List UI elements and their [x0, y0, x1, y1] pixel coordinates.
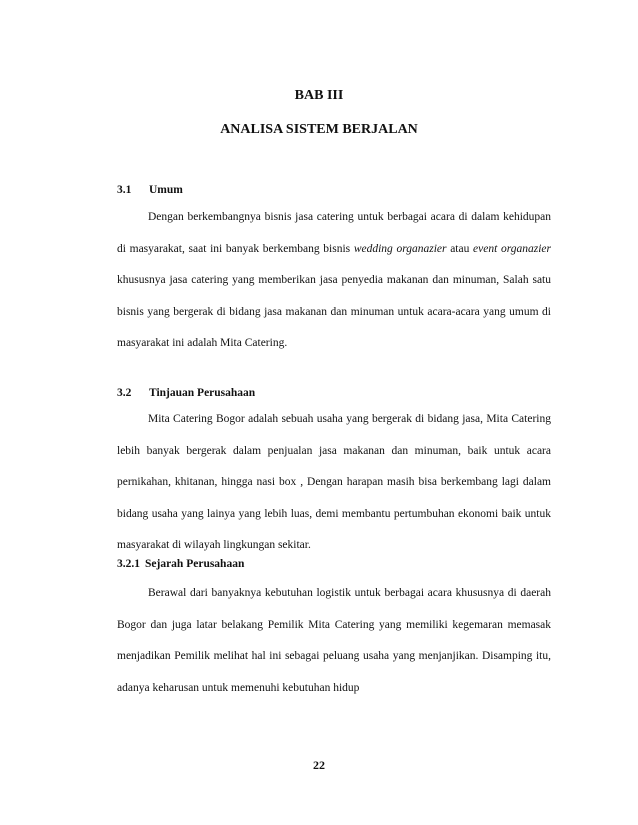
paragraph-sejarah: Berawal dari banyaknya kebutuhan logistik untuk berbagai acara khususnya di daerah Bogor dan juga latar belakang Pemilik Mita Catering yang memiliki kegemaran memasak menjadikan Pemilik melihat hal ini sebagai peluang usaha yang menjanjikan. Disamping itu, adanya keharusan untuk memenuhi kebutuhan hidup: [117, 587, 551, 694]
paragraph-tinjauan: Mita Catering Bogor adalah sebuah usaha yang bergerak di bidang jasa, Mita Catering lebih banyak bergerak dalam penjualan jasa makanan dan minuman, baik untuk acara pernikahan, khitanan, hingga nasi box , Dengan harapan masih bisa berkembang lagi dalam bidang usaha yang lainya yang lebih luas, demi membantu pertumbuhan ekonomi baik untuk masyarakat di wilayah lingkungan sekitar.: [117, 413, 551, 551]
chapter-number: BAB III: [294, 88, 344, 103]
paragraph-text: atau: [446, 242, 474, 255]
section-heading-3-1: [117, 184, 183, 196]
emphasis-text: wedding organazier: [353, 242, 447, 255]
section-title: Sejarah Perusahaan: [145, 558, 245, 570]
paragraph-text: khususnya jasa catering yang memberikan jasa penyedia makanan dan minuman, Salah satu bisnis yang bergerak di bidang jasa makanan dan minuman untuk acara-acara yang umum di masyarakat ini adalah Mita Catering.: [117, 274, 551, 349]
section-number: 3.2.1: [117, 558, 140, 570]
section-title: Tinjauan Perusahaan: [149, 387, 256, 399]
section-heading-3-2-1: [117, 558, 244, 570]
section-number: 3.1: [117, 184, 132, 196]
section-title: Umum: [149, 184, 183, 196]
paragraph-text: Dengan berkembangnya bisnis jasa catering untuk berbagai acara di dalam kehidupan di masyarakat, saat ini banyak berkembang bisnis: [117, 211, 551, 255]
section-number: 3.2: [117, 387, 132, 399]
page-number: 22: [313, 758, 325, 772]
section-heading-3-2: [117, 387, 255, 399]
emphasis-text: event organazier: [473, 242, 552, 255]
chapter-title: ANALISA SISTEM BERJALAN: [220, 122, 418, 137]
paragraph-umum: [117, 202, 551, 360]
